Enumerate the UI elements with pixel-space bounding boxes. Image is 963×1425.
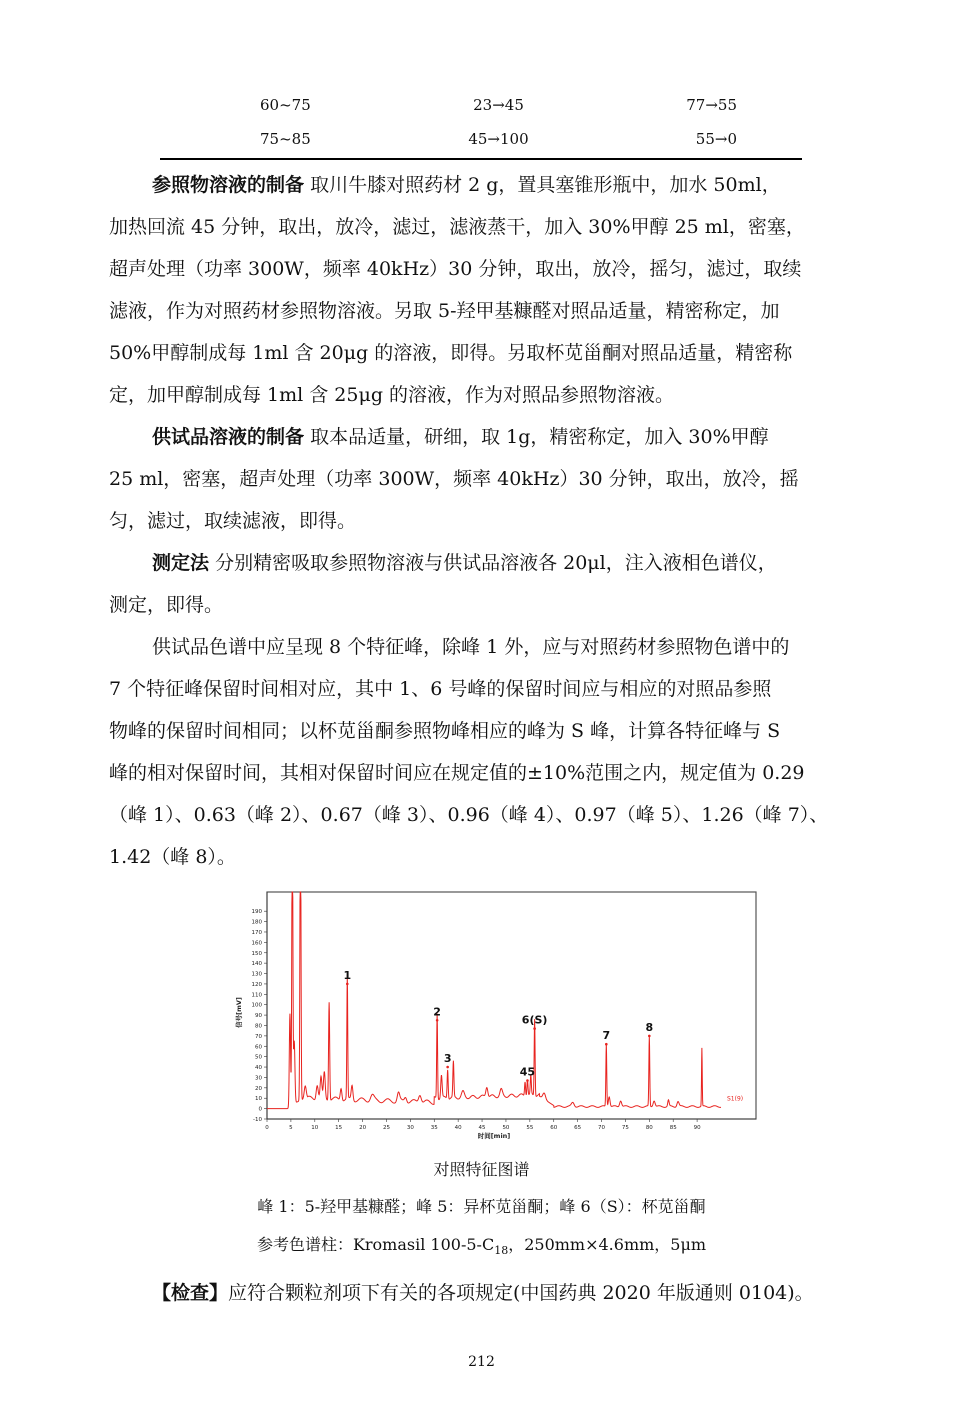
series-label: S1(9) <box>727 1095 744 1103</box>
test-solution-section <box>109 416 859 542</box>
series-line <box>267 892 721 1109</box>
phase-a-cell: 23→45 <box>473 96 524 114</box>
text-line: 分别精密吸取参照物溶液与供试品溶液各 20μl，注入液相色谱仪， <box>215 552 777 574</box>
peak-marker <box>526 1079 529 1082</box>
x-axis-label: 时间[min] <box>477 1132 511 1140</box>
peaks-note: 峰 1：5-羟甲基糠醛；峰 5：异杯苋甾酮；峰 6（S）：杯苋甾酮 <box>257 1197 706 1216</box>
check-heading: 【检查】 <box>152 1282 229 1304</box>
y-tick-label: 190 <box>251 909 262 916</box>
peak-marker <box>436 1019 439 1022</box>
y-tick-label: 10 <box>255 1096 262 1103</box>
text-line: 50%甲醇制成每 1ml 含 20μg 的溶液，即得。另取杯苋甾酮对照品适量，精密称 <box>109 342 793 364</box>
method-section <box>109 542 859 626</box>
x-tick-label: 55 <box>526 1125 534 1131</box>
text-line: 匀，滤过，取续滤液，即得。 <box>109 510 357 532</box>
y-tick-label: 70 <box>255 1033 262 1040</box>
peak-marker <box>533 1027 536 1030</box>
peak-label: 45 <box>519 1065 536 1079</box>
figure-title: 对照特征图谱 <box>433 1160 530 1179</box>
table-row <box>160 122 802 156</box>
x-tick-label: 20 <box>359 1125 367 1131</box>
x-tick-label: 75 <box>621 1125 629 1131</box>
y-tick-label: 120 <box>251 981 262 988</box>
plot-frame <box>267 892 756 1119</box>
text-line: 峰的相对保留时间，其相对保留时间应在规定值的±10%范围之内，规定值为 0.29 <box>109 762 805 784</box>
y-tick-label: 20 <box>255 1085 262 1092</box>
table-bottom-rule <box>160 158 802 160</box>
phase-b-cell: 55→0 <box>695 130 737 148</box>
x-tick-label: 80 <box>645 1125 653 1131</box>
y-tick-label: 140 <box>251 961 262 968</box>
x-tick-label: 40 <box>454 1125 462 1131</box>
phase-b-cell: 77→55 <box>686 96 737 114</box>
y-tick-label: 150 <box>251 950 262 957</box>
text-line: 1.42（峰 8）。 <box>109 846 236 868</box>
column-text: 参考色谱柱：Kromasil 100-5-C <box>256 1235 495 1254</box>
y-tick-label: 0 <box>258 1106 262 1113</box>
text-line: 25 ml，密塞，超声处理（功率 300W，频率 40kHz）30 分钟，取出，放冷，摇 <box>109 468 799 490</box>
text-line: 供试品色谱中应呈现 8 个特征峰，除峰 1 外，应与对照药材参照物色谱中的 <box>152 636 790 658</box>
x-tick-label: 70 <box>598 1125 606 1131</box>
y-tick-label: 170 <box>251 929 262 936</box>
x-tick-label: 60 <box>550 1125 558 1131</box>
peak-marker <box>605 1043 608 1046</box>
text-line: 加热回流 45 分钟，取出，放冷，滤过，滤液蒸干，加入 30%甲醇 25 ml，密塞， <box>109 216 805 238</box>
time-cell: 60~75 <box>260 96 311 114</box>
column-note <box>0 1232 963 1257</box>
y-tick-label: 90 <box>255 1013 262 1020</box>
gradient-table <box>160 88 802 160</box>
y-axis-label: 信号[mV] <box>235 997 243 1028</box>
x-tick-label: 65 <box>574 1125 582 1131</box>
check-text: 应符合颗粒剂项下有关的各项规定(中国药典 2020 年版通则 0104)。 <box>228 1282 814 1304</box>
y-tick-label: 40 <box>255 1065 262 1072</box>
text-line: 测定，即得。 <box>109 594 224 616</box>
peak-label: 2 <box>433 1005 441 1019</box>
column-subscript: 18 <box>494 1244 509 1258</box>
x-tick-label: 35 <box>430 1125 438 1131</box>
table-row <box>160 88 802 122</box>
text-line: （峰 1）、0.63（峰 2）、0.67（峰 3）、0.96（峰 4）、0.97（峰 5）、1.26（峰 7）、 <box>109 804 829 826</box>
text-line: 超声处理（功率 300W，频率 40kHz）30 分钟，取出，放冷，摇匀，滤过，取续 <box>109 258 802 280</box>
y-tick-label: 110 <box>251 992 262 999</box>
x-tick-label: 5 <box>289 1125 293 1131</box>
x-tick-label: 50 <box>502 1125 510 1131</box>
x-tick-label: 30 <box>406 1125 414 1131</box>
peak-marker <box>446 1066 449 1069</box>
x-tick-label: 45 <box>478 1125 486 1131</box>
text-line: 滤液，作为对照药材参照物溶液。另取 5-羟甲基糠醛对照品适量，精密称定，加 <box>109 300 780 322</box>
y-tick-label: 100 <box>251 1002 262 1009</box>
peak-marker <box>648 1035 651 1038</box>
y-tick-label: 160 <box>251 940 262 947</box>
page-number: 212 <box>468 1354 495 1370</box>
x-tick-label: 15 <box>335 1125 343 1131</box>
y-tick-label: 180 <box>251 919 262 926</box>
peaks-paragraph <box>109 626 859 878</box>
text-line: 定，加甲醇制成每 1ml 含 25μg 的溶液，作为对照品参照物溶液。 <box>109 384 675 406</box>
x-tick-label: 85 <box>669 1125 677 1131</box>
test-solution-heading: 供试品溶液的制备 <box>152 426 305 448</box>
x-tick-label: 25 <box>382 1125 390 1131</box>
peak-label: 6(S) <box>521 1013 548 1027</box>
peak-label: 8 <box>645 1020 654 1034</box>
check-line <box>152 1276 814 1310</box>
y-tick-label: 60 <box>255 1044 262 1051</box>
y-tick-label: 130 <box>251 971 262 978</box>
ref-solution-section <box>109 164 859 416</box>
text-line: 取川牛膝对照药材 2 g，置具塞锥形瓶中，加水 50ml， <box>310 174 781 196</box>
chromatogram-chart <box>234 887 764 1145</box>
y-tick-label: -10 <box>253 1117 262 1123</box>
y-tick-label: 30 <box>255 1075 262 1082</box>
column-text-rest: ，250mm×4.6mm，5μm <box>508 1235 707 1254</box>
x-tick-label: 90 <box>693 1125 701 1131</box>
text-line: 7 个特征峰保留时间相对应，其中 1、6 号峰的保留时间应与相应的对照品参照 <box>109 678 772 700</box>
peak-label: 3 <box>443 1052 452 1066</box>
peak-label: 7 <box>602 1029 611 1043</box>
peak-marker <box>346 983 349 986</box>
ref-solution-heading: 参照物溶液的制备 <box>152 174 305 196</box>
method-heading: 测定法 <box>152 552 210 574</box>
phase-a-cell: 45→100 <box>468 130 529 148</box>
text-line: 取本品适量，研细，取 1g，精密称定，加入 30%甲醇 <box>310 426 769 448</box>
y-tick-label: 50 <box>255 1054 262 1061</box>
text-line: 物峰的保留时间相同；以杯苋甾酮参照物峰相应的峰为 S 峰，计算各特征峰与 S <box>109 720 781 742</box>
peak-label: 1 <box>343 968 352 982</box>
y-tick-label: 80 <box>255 1023 262 1030</box>
chromatogram-svg <box>234 887 764 1145</box>
x-tick-label: 0 <box>265 1125 269 1131</box>
x-tick-label: 10 <box>311 1125 319 1131</box>
time-cell: 75~85 <box>260 130 311 148</box>
